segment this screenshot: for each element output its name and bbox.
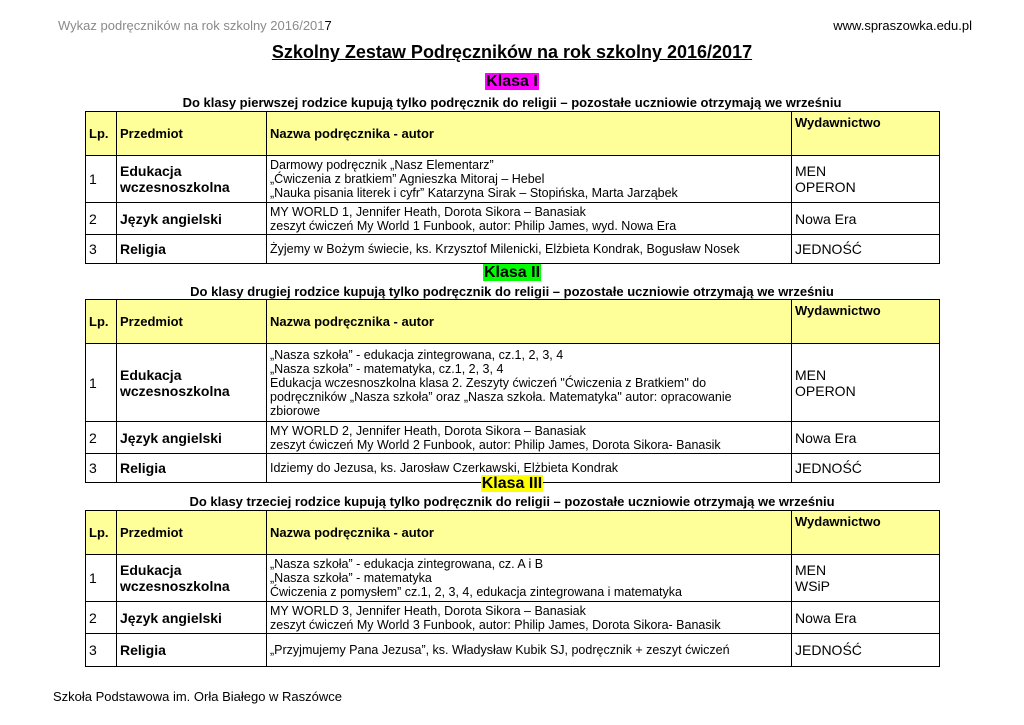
title-line: Ćwiczenia z pomysłem” cz.1, 2, 3, 4, edukacja zintegrowana i matematyka: [270, 585, 682, 599]
klasa-label: Klasa I: [486, 73, 538, 90]
textbook-table-klasa-1: [85, 111, 940, 264]
row-number: 1: [86, 344, 117, 422]
title-cell: [267, 634, 792, 667]
subject-line: Religia: [120, 460, 166, 476]
subject-line: wczesnoszkolna: [120, 382, 230, 399]
section-heading-klasa-3: [0, 475, 1024, 493]
section-notice: Do klasy pierwszej rodzice kupują tylko podręcznik do religii – pozostałe uczniowie otrzymają we wrześniu: [182, 95, 842, 110]
subject-cell: [117, 203, 267, 235]
table-row: [86, 602, 940, 634]
publisher-cell: [792, 203, 940, 235]
klasa-label: Klasa II: [483, 264, 541, 281]
column-header-subject: Przedmiot: [117, 112, 267, 156]
subject-cell: [117, 156, 267, 203]
title-cell: [267, 156, 792, 203]
publisher-cell: [792, 235, 940, 264]
title-line: Żyjemy w Bożym świecie, ks. Krzysztof Milenicki, Elżbieta Kondrak, Bogusław Nosek: [270, 242, 740, 256]
table-row: [86, 555, 940, 602]
column-header-lp: Lp.: [86, 300, 117, 344]
column-header-publisher: Wydawnictwo: [792, 300, 940, 344]
title-line: Darmowy podręcznik „Nasz Elementarz”: [270, 158, 494, 172]
section-heading-klasa-1: [0, 73, 1024, 91]
running-header-text: Wykaz podręczników na rok szkolny 2016/201: [58, 18, 325, 33]
subject-cell: [117, 634, 267, 667]
publisher-line: OPERON: [795, 179, 856, 195]
column-header-subject: Przedmiot: [117, 511, 267, 555]
table-row: [86, 344, 940, 422]
column-header-publisher: Wydawnictwo: [792, 112, 940, 156]
publisher-cell: [792, 555, 940, 602]
title-cell: [267, 344, 792, 422]
subject-cell: [117, 235, 267, 264]
title-cell: [267, 203, 792, 235]
row-number: 1: [86, 156, 117, 203]
title-line: MY WORLD 1, Jennifer Heath, Dorota Sikora – Banasiak: [270, 204, 586, 219]
subject-line: wczesnoszkolna: [120, 578, 230, 594]
subject-line: Edukacja: [120, 562, 182, 578]
title-cell: [267, 602, 792, 634]
textbook-table-klasa-3: [85, 510, 940, 667]
page-title: Szkolny Zestaw Podręczników na rok szkolny 2016/2017: [271, 42, 753, 62]
title-line: zbiorowe: [270, 403, 321, 418]
title-line: „Nasza szkoła” - edukacja zintegrowana, cz. A i B: [270, 557, 544, 571]
title-cell: [267, 555, 792, 602]
website-url: www.spraszowka.edu.pl: [833, 18, 972, 33]
row-number: 2: [86, 602, 117, 634]
publisher-line: JEDNOŚĆ: [795, 460, 862, 476]
title-line: MY WORLD 2, Jennifer Heath, Dorota Sikora – Banasiak: [270, 423, 586, 438]
subject-cell: [117, 602, 267, 634]
column-header-title: Nazwa podręcznika - autor: [267, 511, 792, 555]
publisher-line: OPERON: [795, 382, 856, 399]
title-line: „Ćwiczenia z bratkiem” Agnieszka Mitoraj – Hebel: [270, 172, 545, 186]
publisher-cell: [792, 602, 940, 634]
title-line: MY WORLD 3, Jennifer Heath, Dorota Sikora – Banasiak: [270, 603, 586, 618]
subject-line: wczesnoszkolna: [120, 179, 230, 195]
publisher-cell: [792, 422, 940, 454]
subject-cell: [117, 555, 267, 602]
publisher-line: MEN: [795, 163, 827, 179]
title-line: „Nasza szkoła” - matematyka, cz.1, 2, 3, 4: [270, 361, 504, 376]
textbook-table-klasa-2: [85, 299, 940, 483]
title-cell: [267, 235, 792, 264]
column-header-title: Nazwa podręcznika - autor: [267, 300, 792, 344]
publisher-line: JEDNOŚĆ: [795, 642, 862, 658]
subject-line: Język angielski: [120, 210, 222, 227]
subject-line: Religia: [120, 241, 166, 257]
row-number: 3: [86, 454, 117, 483]
publisher-line: Nowa Era: [795, 210, 857, 227]
title-line: „Nasza szkoła” - edukacja zintegrowana, cz.1, 2, 3, 4: [270, 347, 564, 362]
running-header-text-end: 7: [324, 18, 332, 33]
title-line: zeszyt ćwiczeń My World 1 Funbook, autor: Philip James, wyd. Nowa Era: [270, 218, 677, 233]
row-number: 3: [86, 235, 117, 264]
publisher-cell: [792, 156, 940, 203]
publisher-line: WSiP: [795, 578, 830, 594]
publisher-cell: [792, 344, 940, 422]
title-line: podręczników „Nasza szkoła” oraz „Nasza szkoła. Matematyka" autor: opracowanie: [270, 389, 732, 404]
table-header-row: [86, 300, 940, 344]
title-line: Idziemy do Jezusa, ks. Jarosław Czerkawski, Elżbieta Kondrak: [270, 461, 619, 475]
subject-line: Edukacja: [120, 163, 182, 179]
publisher-cell: [792, 634, 940, 667]
section-notice: Do klasy trzeciej rodzice kupują tylko podręcznik do religii – pozostałe uczniowie otrzymają we wrześniu: [189, 494, 835, 509]
running-header: [58, 18, 332, 33]
table-row: [86, 203, 940, 235]
publisher-line: MEN: [795, 366, 827, 383]
table-row: [86, 422, 940, 454]
subject-line: Język angielski: [120, 429, 222, 446]
subject-cell: [117, 422, 267, 454]
title-line: „Nasza szkoła” - matematyka: [270, 571, 432, 585]
title-cell: [267, 422, 792, 454]
table-header-row: [86, 511, 940, 555]
title-line: Edukacja wczesnoszkolna klasa 2. Zeszyty ćwiczeń "Ćwiczenia z Bratkiem" do: [270, 375, 707, 390]
title-line: „Nauka pisania literek i cyfr” Katarzyna Sirak – Stopińska, Marta Jarząbek: [270, 186, 678, 200]
row-number: 2: [86, 422, 117, 454]
column-header-lp: Lp.: [86, 112, 117, 156]
subject-line: Religia: [120, 642, 166, 658]
row-number: 3: [86, 634, 117, 667]
publisher-line: Nowa Era: [795, 609, 857, 626]
column-header-lp: Lp.: [86, 511, 117, 555]
table-row: [86, 235, 940, 264]
subject-line: Język angielski: [120, 609, 222, 626]
section-heading-klasa-2: [0, 264, 1024, 282]
table-header-row: [86, 112, 940, 156]
table-row: [86, 634, 940, 667]
publisher-line: JEDNOŚĆ: [795, 241, 862, 257]
title-line: „Przyjmujemy Pana Jezusa”, ks. Władysław Kubik SJ, podręcznik + zeszyt ćwiczeń: [270, 643, 730, 657]
title-line: zeszyt ćwiczeń My World 3 Funbook, autor: Philip James, Dorota Sikora- Banasik: [270, 617, 721, 632]
footer-school-name: Szkoła Podstawowa im. Orła Białego w Raszówce: [53, 689, 343, 704]
table-row: [86, 156, 940, 203]
column-header-title: Nazwa podręcznika - autor: [267, 112, 792, 156]
publisher-line: Nowa Era: [795, 429, 857, 446]
subject-line: Edukacja: [120, 366, 182, 383]
column-header-subject: Przedmiot: [117, 300, 267, 344]
title-line: zeszyt ćwiczeń My World 2 Funbook, autor: Philip James, Dorota Sikora- Banasik: [270, 437, 721, 452]
publisher-line: MEN: [795, 562, 827, 578]
section-notice: Do klasy drugiej rodzice kupują tylko podręcznik do religii – pozostałe uczniowie otrzymają we wrześniu: [190, 284, 834, 299]
row-number: 1: [86, 555, 117, 602]
klasa-label: Klasa III: [481, 475, 543, 492]
column-header-publisher: Wydawnictwo: [792, 511, 940, 555]
subject-cell: [117, 344, 267, 422]
row-number: 2: [86, 203, 117, 235]
